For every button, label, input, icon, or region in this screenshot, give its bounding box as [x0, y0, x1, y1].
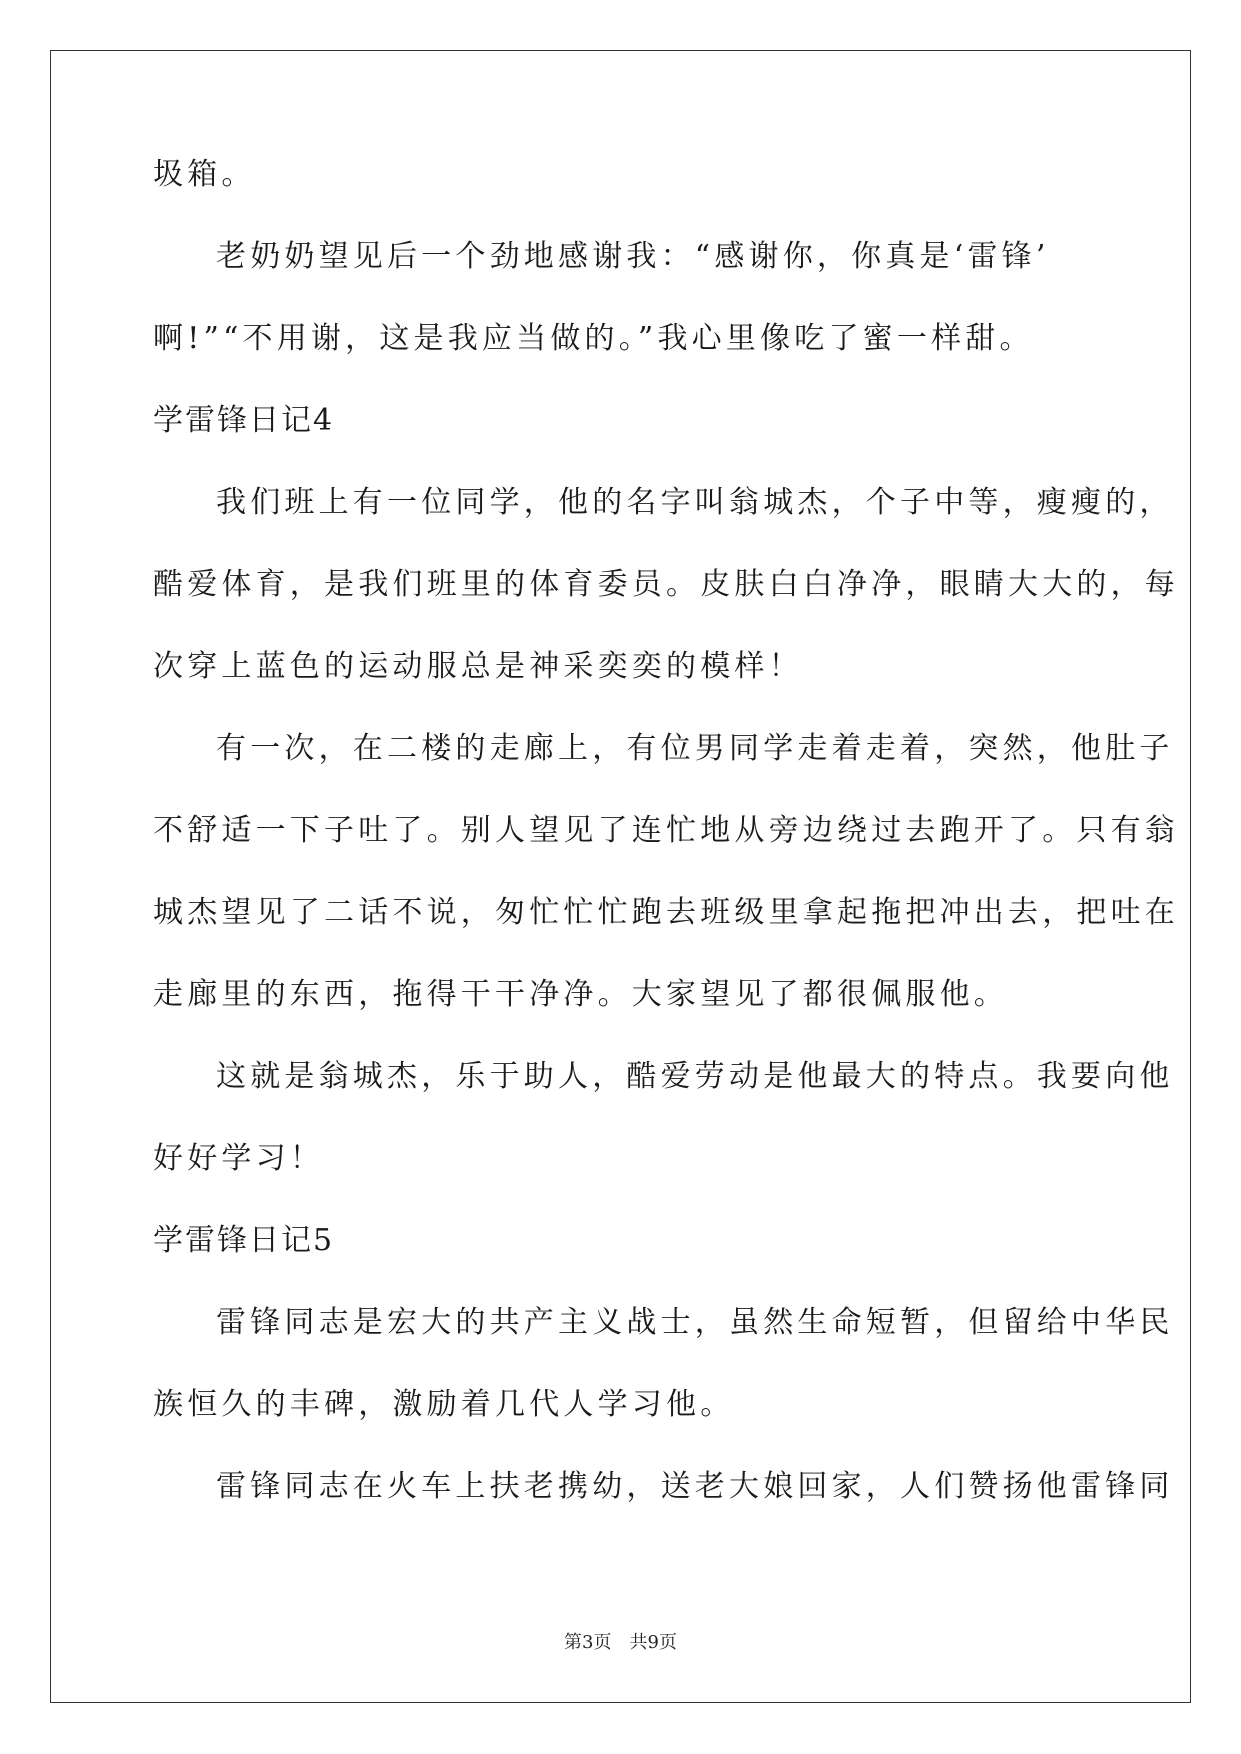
- paragraph-line: 次穿上蓝色的运动服总是神采奕奕的模样！: [153, 649, 803, 684]
- paragraph-line: 好好学习！: [153, 1141, 324, 1176]
- paragraph-line: 圾箱。: [153, 157, 256, 192]
- page-number: 第3页: [564, 1632, 612, 1653]
- page-total: 共9页: [629, 1632, 677, 1653]
- paragraph-line: 老奶奶望见后一个劲地感谢我：“感谢你，你真是‘雷锋’: [216, 239, 1050, 274]
- paragraph-line: 酷爱体育，是我们班里的体育委员。皮肤白白净净，眼睛大大的，每: [153, 567, 1179, 602]
- document-body: [153, 157, 1179, 1554]
- section-heading: 学雷锋日记5: [153, 1223, 335, 1258]
- paragraph-line: 雷锋同志在火车上扶老携幼，送老大娘回家，人们赞扬他雷锋同: [216, 1469, 1174, 1504]
- section-heading: 学雷锋日记4: [153, 403, 335, 438]
- paragraph-line: 这就是翁城杰，乐于助人，酷爱劳动是他最大的特点。我要向他: [216, 1059, 1174, 1094]
- paragraph-line: 走廊里的东西，拖得干干净净。大家望见了都很佩服他。: [153, 977, 1008, 1012]
- paragraph-line: 城杰望见了二话不说，匆忙忙忙跑去班级里拿起拖把冲出去，把吐在: [153, 895, 1179, 930]
- paragraph-line: 不舒适一下子吐了。别人望见了连忙地从旁边绕过去跑开了。只有翁: [153, 813, 1179, 848]
- paragraph-line: 啊!”“不用谢，这是我应当做的。”我心里像吃了蜜一样甜。: [153, 321, 1034, 356]
- page-footer: [0, 1628, 1241, 1654]
- paragraph-line: 有一次，在二楼的走廊上，有位男同学走着走着，突然，他肚子: [216, 731, 1174, 766]
- paragraph-line: 我们班上有一位同学，他的名字叫翁城杰，个子中等，瘦瘦的，: [216, 485, 1174, 520]
- paragraph-line: 族恒久的丰碑，激励着几代人学习他。: [153, 1387, 735, 1422]
- paragraph-line: 雷锋同志是宏大的共产主义战士，虽然生命短暂，但留给中华民: [216, 1305, 1174, 1340]
